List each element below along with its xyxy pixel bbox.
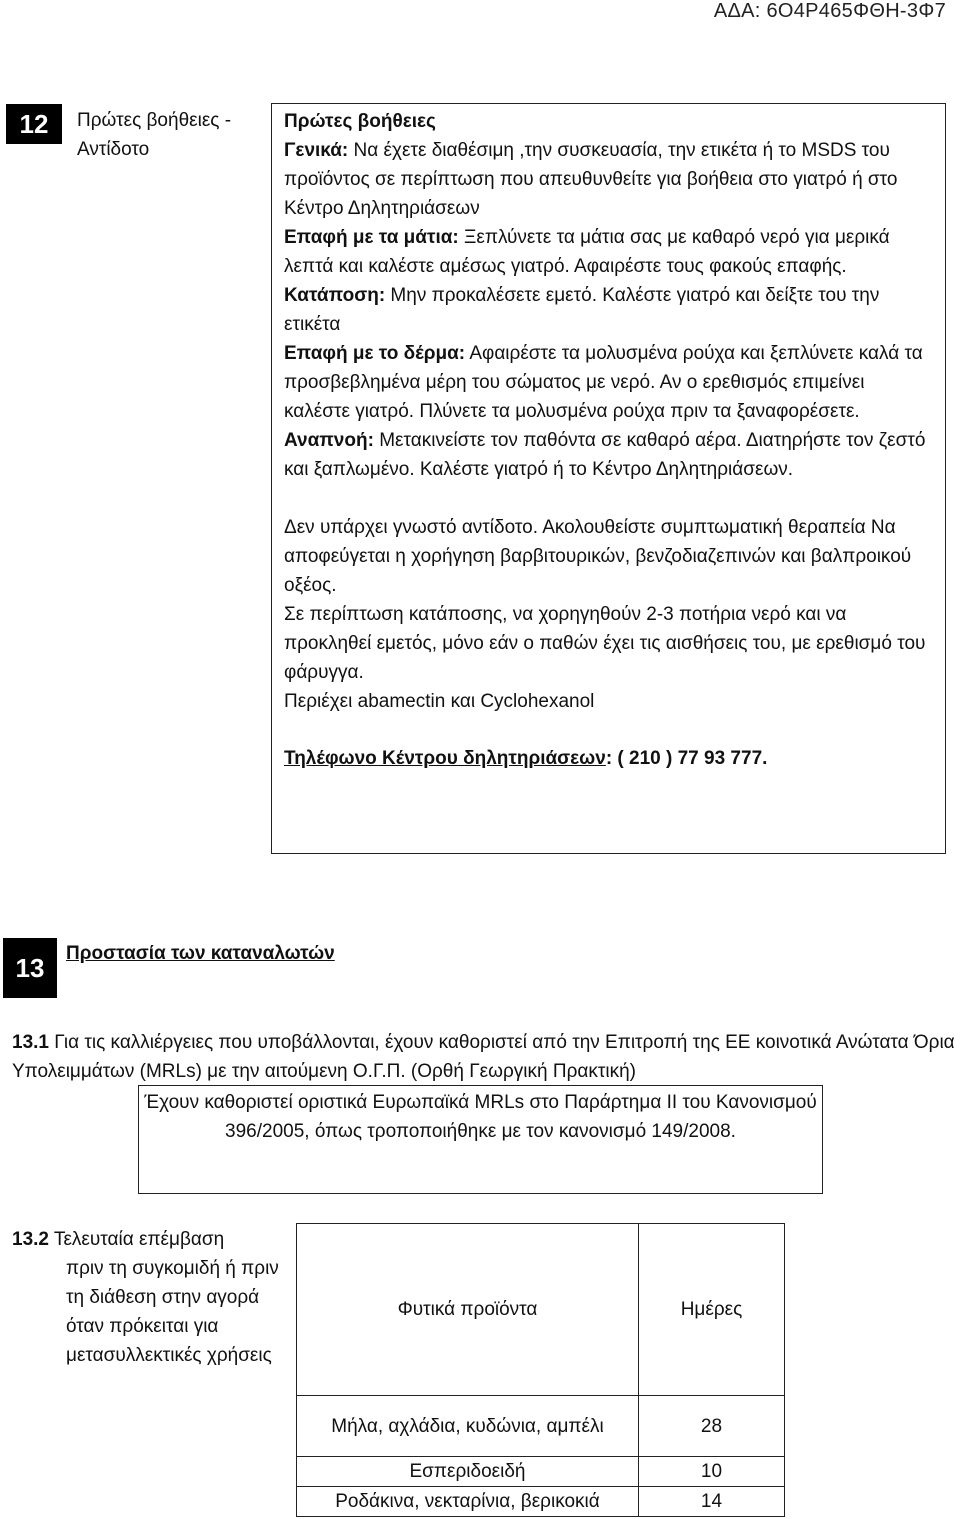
skin-label: Επαφή με το δέρμα:	[284, 343, 466, 364]
inhalation-paragraph	[284, 426, 935, 484]
first-aid-box	[271, 103, 946, 854]
paragraph-13-2-rest: πριν τη συγκομιδή ή πριν τη διάθεση στην αγορά όταν πρόκειται για μετασυλλεκτικές χρήσεις	[66, 1258, 279, 1366]
table-row	[297, 1457, 785, 1487]
ada-code: ΑΔΑ: 6Ο4Ρ465ΦΘΗ-3Φ7	[713, 0, 946, 22]
paragraph-13-2	[12, 1225, 292, 1370]
table-cell-days: 14	[639, 1487, 785, 1517]
inhalation-text: Μετακινείστε τον παθόντα σε καθαρό αέρα. Διατηρήστε τον ζεστό και ξαπλωμένο. Καλέστε γιατρό ή το Κέντρο Δηλητηριάσεων.	[284, 430, 926, 480]
phi-table	[296, 1223, 785, 1517]
ingestion-paragraph	[284, 281, 935, 339]
first-aid-heading: Πρώτες βοήθειες	[284, 111, 436, 132]
header-days: Ημέρες	[639, 1224, 785, 1396]
phone-value: : ( 210 ) 77 93 777.	[605, 748, 768, 769]
paragraph-13-2-number: 13.2	[12, 1229, 49, 1250]
table-cell-days: 10	[639, 1457, 785, 1487]
section-12-number: 12	[6, 104, 62, 144]
phone-paragraph	[284, 744, 935, 773]
table-cell-product: Εσπεριδοειδή	[297, 1457, 639, 1487]
inhalation-label: Αναπνοή:	[284, 430, 374, 451]
antidote-paragraph: Δεν υπάρχει γνωστό αντίδοτο. Ακολουθείστε συμπτωματική θεραπεία Να αποφεύγεται η χορήγηση βαρβιτουρικών, βενζοδιαζεπινών και βαλπροικού οξέος.	[284, 517, 912, 596]
paragraph-13-2-first: Τελευταία επέμβαση	[48, 1229, 225, 1250]
contains-paragraph: Περιέχει abamectin και Cyclohexanol	[284, 691, 595, 712]
paragraph-13-1	[12, 1028, 960, 1086]
section-13-title: Προστασία των καταναλωτών	[66, 943, 335, 964]
table-header-row	[297, 1224, 785, 1396]
eyes-label: Επαφή με τα μάτια:	[284, 227, 459, 248]
general-text: Να έχετε διαθέσιμη ,την συσκευασία, την ετικέτα ή το MSDS του προϊόντος σε περίπτωση που απευθυνθείτε για βοήθεια στο γιατρό ή στο Κέντρο Δηλητηριάσεων	[284, 140, 898, 219]
general-label: Γενικά:	[284, 140, 349, 161]
ingestion-label: Κατάποση:	[284, 285, 386, 306]
phone-label: Τηλέφωνο Κέντρου δηλητηριάσεων	[284, 748, 606, 769]
table-cell-days: 28	[639, 1396, 785, 1457]
eyes-paragraph	[284, 223, 935, 281]
skin-paragraph	[284, 339, 935, 426]
header-products: Φυτικά προϊόντα	[297, 1224, 639, 1396]
skin-text: Αφαιρέστε τα μολυσμένα ρούχα και ξεπλύνετε καλά τα προσβεβλημένα μέρη του σώματος με νερό. Αν ο ερεθισμός επιμείνει καλέστε γιατρό. Πλύνετε τα μολυσμένα ρούχα πριν τα ξαναφορέσετε.	[284, 343, 923, 422]
paragraph-13-1-text: Για τις καλλιέργειες που υποβάλλονται, έχουν καθοριστεί από την Επιτροπή της ΕΕ κοινοτικά Ανώτατα Όρια Υπολειμμάτων (MRLs) με την αιτούμενη Ο.Γ.Π. (Ορθή Γεωργική Πρακτική)	[12, 1032, 955, 1082]
ingestion-text: Μην προκαλέσετε εμετό. Καλέστε γιατρό και δείξτε του την ετικέτα	[284, 285, 880, 335]
section-13-number: 13	[3, 938, 57, 998]
general-paragraph	[284, 136, 935, 223]
table-cell-product: Ροδάκινα, νεκταρίνια, βερικοκιά	[297, 1487, 639, 1517]
swallow-paragraph: Σε περίπτωση κατάποσης, να χορηγηθούν 2-3 ποτήρια νερό και να προκληθεί εμετός, μόνο εάν ο παθών έχει τις αισθήσεις του, με ερεθισμό του φάρυγγα.	[284, 604, 926, 683]
section-12-title: Πρώτες βοήθειες - Αντίδοτο	[77, 110, 232, 160]
table-cell-product: Μήλα, αχλάδια, κυδώνια, αμπέλι	[297, 1396, 639, 1457]
table-row	[297, 1396, 785, 1457]
paragraph-13-1-number: 13.1	[12, 1032, 49, 1053]
eyes-text: Ξεπλύνετε τα μάτια σας με καθαρό νερό για μερικά λεπτά και καλέστε αμέσως γιατρό. Αφαιρέστε τους φακούς επαφής.	[284, 227, 890, 277]
mrl-box: Έχουν καθοριστεί οριστικά Ευρωπαϊκά MRLs στο Παράρτημα ΙΙ του Κανονισμού 396/2005, όπως τροποποιήθηκε με τον κανονισμό 149/2008.	[138, 1085, 823, 1194]
table-row	[297, 1487, 785, 1517]
